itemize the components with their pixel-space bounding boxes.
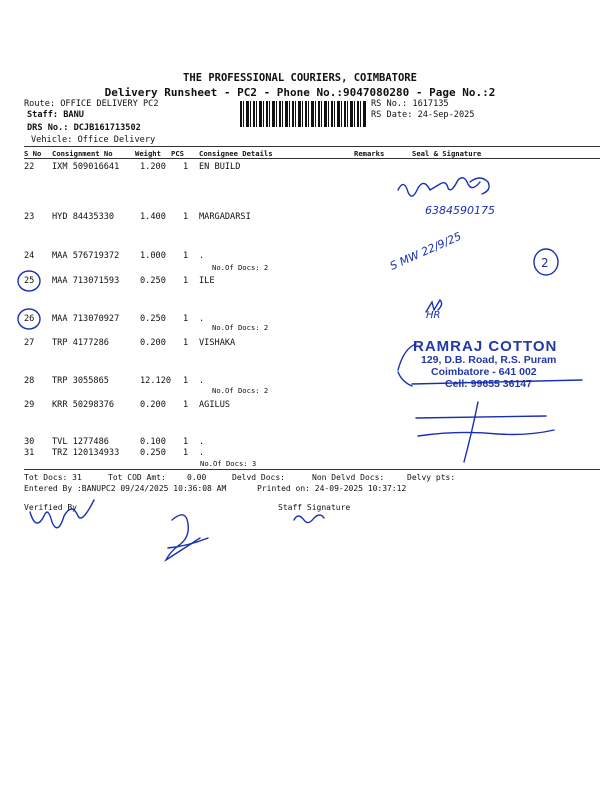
col-details: Consignee Details <box>199 149 273 158</box>
row-pcs: 1 <box>183 338 189 348</box>
row-details: . <box>199 437 205 447</box>
circle-mark-25 <box>18 271 40 291</box>
row-pcs: 1 <box>183 437 189 447</box>
row-details: MARGADARSI <box>199 212 251 222</box>
total-cod-value: 0.00 <box>187 473 207 482</box>
signature-row22 <box>398 178 480 196</box>
row-weight: 0.200 <box>140 400 166 410</box>
row-pcs: 1 <box>183 276 189 286</box>
row-weight: 1.000 <box>140 251 166 261</box>
row-weight: 0.250 <box>140 314 166 324</box>
row-weight: 12.120 <box>140 376 172 386</box>
delivery-points: Delvy pts: <box>407 473 456 482</box>
row-pcs: 1 <box>183 448 189 458</box>
row-weight: 0.250 <box>140 448 166 458</box>
stamp-arc <box>398 344 416 386</box>
printed-on: Printed on: 24-09-2025 10:37:12 <box>257 484 407 493</box>
row-weight: 0.100 <box>140 437 166 447</box>
scribble-line <box>416 416 554 436</box>
row-sno: 22 <box>24 162 35 172</box>
docs-count: No.Of Docs: 2 <box>212 263 269 272</box>
staff-signature-label: Staff Signature <box>278 503 351 512</box>
row-details: ILE <box>199 276 215 286</box>
docs-count: No.Of Docs: 3 <box>200 459 257 468</box>
route-label: Route: OFFICE DELIVERY PC2 <box>24 99 159 109</box>
row-pcs: 1 <box>183 376 189 386</box>
stamp-name: RAMRAJ COTTON <box>413 338 558 355</box>
docs-count: No.Of Docs: 2 <box>212 323 269 332</box>
signature-flourish <box>470 178 489 194</box>
row-pcs: 1 <box>183 212 189 222</box>
staff-signature-mark <box>294 515 324 523</box>
row-consignment: TRP 3055865 <box>52 376 109 386</box>
col-pcs: PCS <box>171 149 184 158</box>
row-details: . <box>199 314 205 324</box>
row-consignment: IXM 509016641 <box>52 162 120 172</box>
stamp-underline <box>412 380 582 384</box>
rs-date: RS Date: 24-Sep-2025 <box>371 110 475 120</box>
handwritten-date: S MW 22/9/25 <box>387 229 464 273</box>
row-details: . <box>199 376 205 386</box>
row-consignment: TRP 4177286 <box>52 338 109 348</box>
col-seal: Seal & Signature <box>412 149 482 158</box>
col-sno: S No <box>24 149 42 158</box>
row-sno: 24 <box>24 251 35 261</box>
handwritten-initials: HR <box>426 310 441 321</box>
row-sno: 23 <box>24 212 35 222</box>
staff-label: Staff: BANU <box>27 110 84 120</box>
row-pcs: 1 <box>183 400 189 410</box>
vehicle-label: Vehicle: Office Delivery <box>31 135 156 145</box>
row-weight: 0.250 <box>140 276 166 286</box>
drs-number: DRS No.: DCJB161713502 <box>27 123 141 133</box>
row-details: VISHAKA <box>199 338 236 348</box>
row-weight: 0.200 <box>140 338 166 348</box>
row-sno: 29 <box>24 400 35 410</box>
verified-signature <box>30 500 94 528</box>
col-remarks: Remarks <box>354 149 385 158</box>
row-sno: 25 <box>24 276 35 286</box>
handwritten-phone: 6384590175 <box>425 204 495 217</box>
stamp-city: Coimbatore - 641 002 <box>431 366 537 378</box>
row-consignment: TVL 1277486 <box>52 437 109 447</box>
row-sno: 27 <box>24 338 35 348</box>
row-sno: 28 <box>24 376 35 386</box>
runsheet-subtitle: Delivery Runsheet - PC2 - Phone No.:9047080280 - Page No.:2 <box>104 86 496 99</box>
row-consignment: HYD 84435330 <box>52 212 115 222</box>
row-details: AGILUS <box>199 400 231 410</box>
row-pcs: 1 <box>183 162 189 172</box>
row-sno: 30 <box>24 437 35 447</box>
total-docs: Tot Docs: 31 <box>24 473 82 482</box>
verified-by-label: Verified By <box>24 503 77 512</box>
row-details: . <box>199 251 205 261</box>
rs-number: RS No.: 1617135 <box>371 99 449 109</box>
row-details: EN BUILD <box>199 162 241 172</box>
non-delivered-docs: Non Delvd Docs: <box>312 473 385 482</box>
row-consignment: MAA 713070927 <box>52 314 120 324</box>
total-cod-label: Tot COD Amt: <box>108 473 166 482</box>
company-title: THE PROFESSIONAL COURIERS, COIMBATORE <box>183 72 417 84</box>
row-details: . <box>199 448 205 458</box>
delivered-docs: Delvd Docs: <box>232 473 285 482</box>
row-consignment: TRZ 120134933 <box>52 448 120 458</box>
row-sno: 31 <box>24 448 35 458</box>
circle-mark-26 <box>18 309 40 329</box>
entered-by: Entered By :BANUPC2 09/24/2025 10:36:08 AM <box>24 484 227 493</box>
col-consignment: Consignment No <box>52 149 113 158</box>
row-pcs: 1 <box>183 314 189 324</box>
row-weight: 1.400 <box>140 212 166 222</box>
stamp-address: 129, D.B. Road, R.S. Puram <box>421 354 557 366</box>
row-consignment: MAA 713071593 <box>52 276 120 286</box>
stamp-phone: Cell: 99655 36147 <box>445 378 532 390</box>
row-consignment: MAA 576719372 <box>52 251 120 261</box>
row-pcs: 1 <box>183 251 189 261</box>
col-weight: Weight <box>135 149 161 158</box>
centre-signature <box>166 515 200 560</box>
row-consignment: KRR 50298376 <box>52 400 115 410</box>
docs-count: No.Of Docs: 2 <box>212 386 269 395</box>
row-sno: 26 <box>24 314 35 324</box>
handwritten-2: 2 <box>541 256 549 270</box>
row-weight: 1.200 <box>140 162 166 172</box>
